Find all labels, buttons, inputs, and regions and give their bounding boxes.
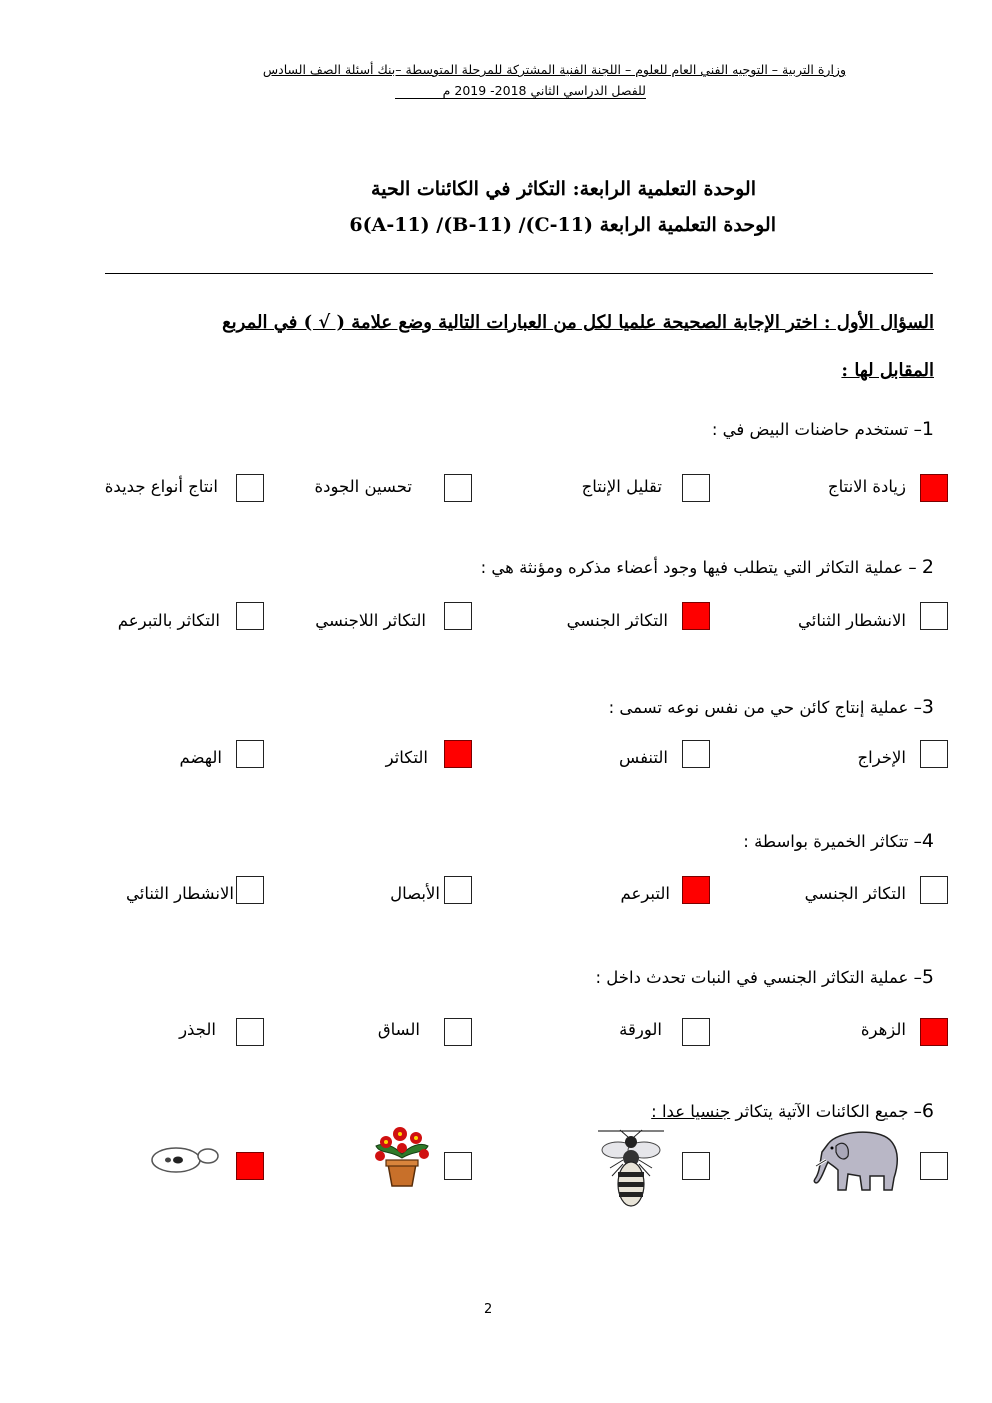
question-heading-continued: المقابل لها : [841, 360, 934, 381]
q1-option-1-checkbox[interactable] [920, 474, 948, 502]
question-separator: – [908, 420, 922, 439]
q6-option-3-checkbox[interactable] [444, 1152, 472, 1180]
q2-option-3-label: التكاثر اللاجنسي [315, 611, 426, 630]
question-separator: – [908, 698, 922, 717]
q2-option-4-checkbox[interactable] [236, 602, 264, 630]
q3-option-2-label: التنفس [619, 748, 668, 767]
question-6-stem [651, 1100, 934, 1122]
amoeba-icon [150, 1144, 222, 1176]
q2-option-2-checkbox[interactable] [682, 602, 710, 630]
q2-option-1-checkbox[interactable] [920, 602, 948, 630]
q4-option-2-label: التبرعم [620, 884, 670, 903]
q5-option-4-label: الجذر [179, 1020, 216, 1039]
q4-option-1-checkbox[interactable] [920, 876, 948, 904]
q2-option-3-checkbox[interactable] [444, 602, 472, 630]
unit-code-title: الوحدة التعلمية الرابعة (C-11)/ (B-11)/ (A-11)6 [349, 214, 776, 236]
header-line-1: وزارة التربية – التوجيه الفني العام للعلوم – اللجنة الفنية المشتركة للمرحلة المتوسطة –بنك أسئلة الصف السادس [262, 62, 846, 77]
question-number: 3 [921, 696, 934, 718]
q2-option-4-label: التكاثر بالتبرعم [117, 611, 220, 630]
q1-option-2-label: تقليل الإنتاج [581, 477, 662, 496]
question-2-stem [481, 556, 934, 578]
question-separator: – [908, 832, 922, 851]
question-number: 6 [921, 1100, 934, 1122]
question-4-stem [743, 830, 934, 852]
q5-option-1-checkbox[interactable] [920, 1018, 948, 1046]
question-separator: – [908, 968, 922, 987]
q4-option-3-label: الأبصال [390, 884, 440, 903]
q1-option-1-label: زيادة الانتاج [827, 477, 906, 496]
question-text: عملية إنتاج كائن حي من نفس نوعه تسمى : [608, 698, 909, 717]
q6-option-4-checkbox[interactable] [236, 1152, 264, 1180]
q5-option-1-label: الزهرة [860, 1020, 906, 1039]
question-text: عملية التكاثر الجنسي في النبات تحدث داخل : [595, 968, 909, 987]
q4-option-4-checkbox[interactable] [236, 876, 264, 904]
bee-icon [598, 1128, 664, 1210]
header-line-2: للفصل الدراسي الثاني 2018- 2019 م [395, 83, 646, 99]
q4-option-4-label: الانشطار الثنائي [125, 884, 234, 903]
q5-option-2-label: الورقة [619, 1020, 662, 1039]
question-text: تستخدم حاضنات البيض في : [711, 420, 909, 439]
q1-option-3-label: تحسين الجودة [314, 477, 412, 496]
q5-option-4-checkbox[interactable] [236, 1018, 264, 1046]
q3-option-4-checkbox[interactable] [236, 740, 264, 768]
q6-option-1-checkbox[interactable] [920, 1152, 948, 1180]
question-number: 1 [921, 418, 934, 440]
question-text-underlined: جنسيا عدا : [651, 1102, 731, 1121]
divider-line [105, 273, 933, 274]
q5-option-3-label: الساق [377, 1020, 420, 1039]
flower-pot-icon [370, 1124, 434, 1190]
question-text: تتكاثر الخميرة بواسطة : [743, 832, 909, 851]
q5-option-2-checkbox[interactable] [682, 1018, 710, 1046]
question-5-stem [595, 966, 934, 988]
question-1-stem [712, 418, 934, 440]
q3-option-3-label: التكاثر [385, 748, 428, 767]
question-text: عملية التكاثر التي يتطلب فيها وجود أعضاء مذكره ومؤنثة هي : [480, 558, 904, 577]
q3-option-4-label: الهضم [179, 748, 222, 767]
q3-option-2-checkbox[interactable] [682, 740, 710, 768]
q2-option-2-label: التكاثر الجنسي [566, 611, 668, 630]
q2-option-1-label: الانشطار الثنائي [797, 611, 906, 630]
unit-title: الوحدة التعلمية الرابعة: التكاثر في الكائنات الحية [371, 178, 756, 200]
q3-option-3-checkbox[interactable] [444, 740, 472, 768]
question-number: 5 [921, 966, 934, 988]
question-separator: – [903, 558, 922, 577]
q1-option-2-checkbox[interactable] [682, 474, 710, 502]
q6-option-2-checkbox[interactable] [682, 1152, 710, 1180]
q4-option-3-checkbox[interactable] [444, 876, 472, 904]
q1-option-3-checkbox[interactable] [444, 474, 472, 502]
question-3-stem [609, 696, 934, 718]
q3-option-1-label: الإخراج [857, 748, 906, 767]
elephant-icon [808, 1126, 904, 1194]
question-text: جميع الكائنات الآتية يتكاثر [730, 1102, 909, 1121]
q4-option-2-checkbox[interactable] [682, 876, 710, 904]
question-separator: – [908, 1102, 922, 1121]
q3-option-1-checkbox[interactable] [920, 740, 948, 768]
q1-option-4-checkbox[interactable] [236, 474, 264, 502]
question-heading: السؤال الأول : اختر الإجابة الصحيحة علميا لكل من العبارات التالية وضع علامة ( √ ) في المربع [222, 312, 934, 333]
question-number: 4 [921, 830, 934, 852]
q5-option-3-checkbox[interactable] [444, 1018, 472, 1046]
page-number: 2 [484, 1302, 493, 1317]
question-number: 2 [921, 556, 934, 578]
q1-option-4-label: انتاج أنواع جديدة [104, 477, 218, 496]
q4-option-1-label: التكاثر الجنسي [804, 884, 906, 903]
